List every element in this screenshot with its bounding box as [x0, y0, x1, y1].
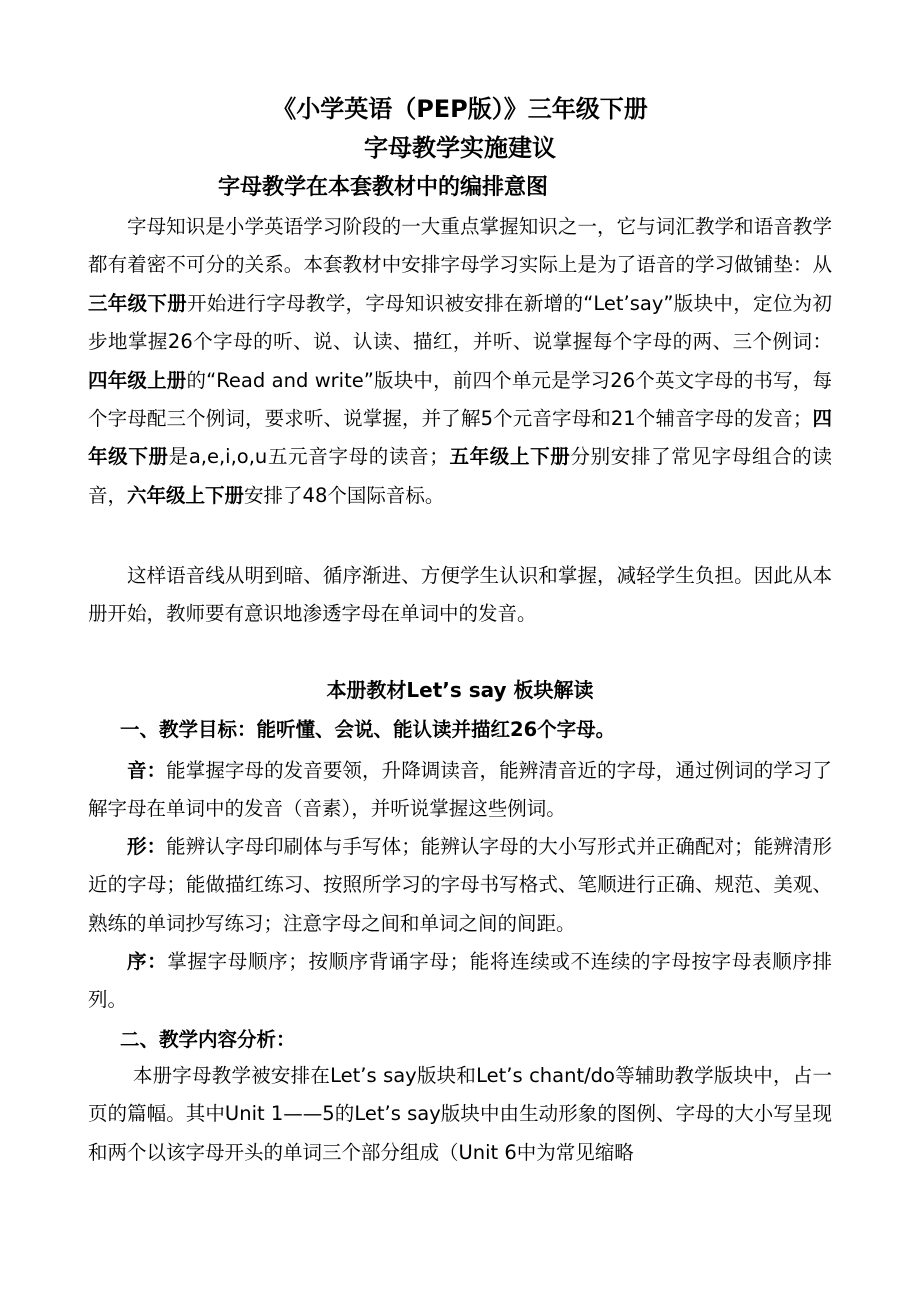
- grade4-first-term: 四年级上册: [88, 368, 187, 392]
- shape-goal-paragraph: [88, 828, 832, 943]
- sound-text: 能掌握字母的发音要领，升降调读音，能辨清音近的字母，通过例词的学习了解字母在单词中的发音（音素），并听说掌握这些例词。: [88, 759, 832, 821]
- content-analysis-heading: 二、教学内容分析：: [120, 1028, 296, 1051]
- sound-goal-paragraph: [88, 752, 832, 829]
- document-title: 《小学英语（PEP版）》三年级下册: [272, 95, 648, 123]
- section-heading-intent: 字母教学在本套教材中的编排意图: [218, 175, 549, 200]
- grade6-terms: 六年级上下册: [127, 483, 245, 507]
- intro-text-2: 开始进行字母教学，字母知识被安排在新增的“Let’say”版块中，定位为初步地掌握26个字母的听、说、认读、描红，并听、说掌握每个字母的两、三个例词：: [88, 291, 832, 354]
- intro-text-4: 是a,e,i,o,u五元音字母的读音；: [168, 445, 449, 469]
- intro-text-1: 字母知识是小学英语学习阶段的一大重点掌握知识之一，它与词汇教学和语音教学都有着密不可分的关系。本套教材中安排字母学习实际上是为了语音的学习做铺垫：从: [88, 215, 832, 277]
- teaching-goal-heading: 一、教学目标：能听懂、会说、能认读并描红26个字母。: [120, 718, 616, 741]
- document-subtitle: 字母教学实施建议: [364, 134, 556, 162]
- shape-text: 能辨认字母印刷体与手写体；能辨认字母的大小写形式并正确配对；能辨清形近的字母；能做描红练习、按照所学习的字母书写格式、笔顺进行正确、规范、美观、熟练的单词抄写练习；注意字母之间和单词之间的间距。: [88, 835, 832, 935]
- intro-text-3: 的“Read and write”版块中，前四个单元是学习26个英文字母的书写，每个字母配三个例词，要求听、说掌握，并了解5个元音字母和21个辅音字母的发音；: [88, 368, 832, 431]
- grade5-terms: 五年级上下册: [448, 445, 571, 469]
- intro-paragraph: [88, 208, 832, 515]
- order-label: 序：: [127, 950, 168, 973]
- shape-label: 形：: [127, 835, 167, 858]
- phonics-line-paragraph: 这样语音线从明到暗、循序渐进、方便学生认识和掌握，减轻学生负担。因此从本册开始，教师要有意识地渗透字母在单词中的发音。: [88, 564, 832, 626]
- grade3-second-term: 三年级下册: [88, 291, 188, 315]
- intro-text-5: 分别安排了常见字母组合的读音，: [88, 445, 832, 507]
- order-goal-paragraph: [88, 943, 832, 1020]
- sound-label: 音：: [127, 759, 167, 782]
- intro-text-6: 安排了48个国际音标。: [244, 483, 445, 507]
- grade4-second-term: 四年级下册: [88, 407, 832, 469]
- order-text: 掌握字母顺序；按顺序背诵字母；能将连续或不连续的字母按字母表顺序排列。: [88, 950, 832, 1012]
- lets-say-section-title: 本册教材Let’s say 板块解读: [326, 678, 594, 702]
- content-analysis-paragraph: 本册字母教学被安排在Let’s say版块和Let’s chant/do等辅助教学版块中，占一页的篇幅。其中Unit 1——5的Let’s say版块中由生动形象的图例、字母的大小写呈现和两个以该字母开头的单词三个部分组成（Unit 6中为常见缩略: [88, 1064, 832, 1164]
